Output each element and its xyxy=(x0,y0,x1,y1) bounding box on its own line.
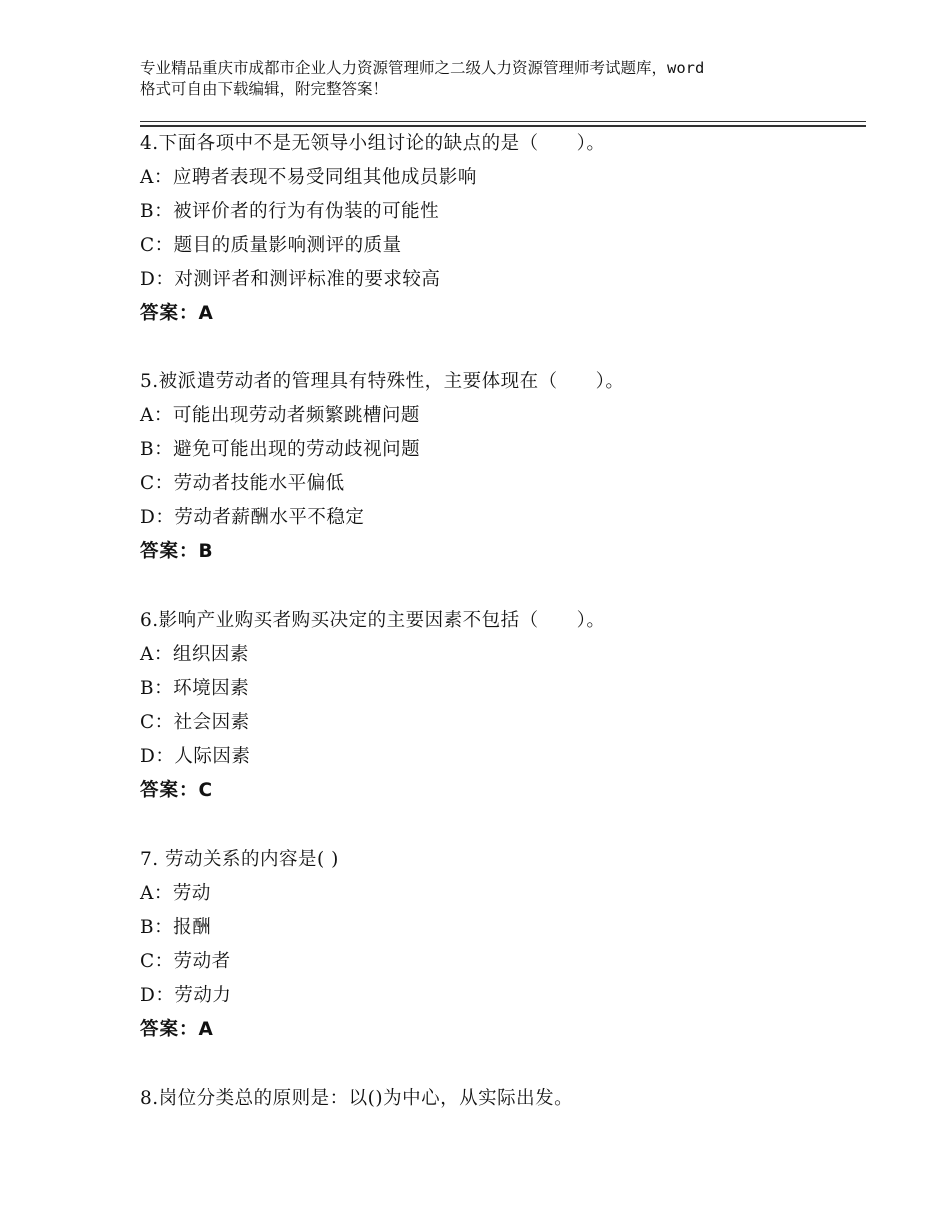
header-line-1: 专业精品重庆市成都市企业人力资源管理师之二级人力资源管理师考试题库，word xyxy=(140,59,705,77)
question-4 xyxy=(140,127,866,331)
question-7 xyxy=(140,843,866,1047)
option-d: D：对测评者和测评标准的要求较高 xyxy=(140,269,441,290)
question-stem: 4.下面各项中不是无领导小组讨论的缺点的是（ ）。 xyxy=(140,133,606,154)
option-c: C：社会因素 xyxy=(140,712,250,733)
answer: 答案：A xyxy=(140,303,214,324)
option-b: B：被评价者的行为有伪装的可能性 xyxy=(140,201,440,222)
option-c: C：劳动者技能水平偏低 xyxy=(140,473,345,494)
document-header xyxy=(140,58,830,100)
option-c: C：题目的质量影响测评的质量 xyxy=(140,235,402,256)
option-c: C：劳动者 xyxy=(140,951,231,972)
question-stem: 5.被派遣劳动者的管理具有特殊性，主要体现在（ ）。 xyxy=(140,371,625,392)
option-b: B：避免可能出现的劳动歧视问题 xyxy=(140,439,421,460)
option-a: A：劳动 xyxy=(140,883,211,904)
question-8 xyxy=(140,1082,866,1116)
header-divider-top xyxy=(140,121,866,122)
question-stem: 7. 劳动关系的内容是( ) xyxy=(140,849,339,870)
question-5 xyxy=(140,365,866,569)
option-d: D：劳动力 xyxy=(140,985,232,1006)
option-b: B：环境因素 xyxy=(140,678,250,699)
answer: 答案：B xyxy=(140,541,214,562)
option-b: B：报酬 xyxy=(140,917,212,938)
question-stem: 6.影响产业购买者购买决定的主要因素不包括（ ）。 xyxy=(140,610,606,631)
header-line-2: 格式可自由下载编辑，附完整答案！ xyxy=(140,80,389,98)
option-d: D：人际因素 xyxy=(140,746,251,767)
answer: 答案：C xyxy=(140,780,214,801)
answer: 答案：A xyxy=(140,1019,214,1040)
option-a: A：可能出现劳动者频繁跳槽问题 xyxy=(140,405,420,426)
question-stem: 8.岗位分类总的原则是：以()为中心，从实际出发。 xyxy=(140,1088,574,1109)
option-a: A：组织因素 xyxy=(140,644,249,665)
option-a: A：应聘者表现不易受同组其他成员影响 xyxy=(140,167,477,188)
question-6 xyxy=(140,604,866,808)
option-d: D：劳动者薪酬水平不稳定 xyxy=(140,507,365,528)
